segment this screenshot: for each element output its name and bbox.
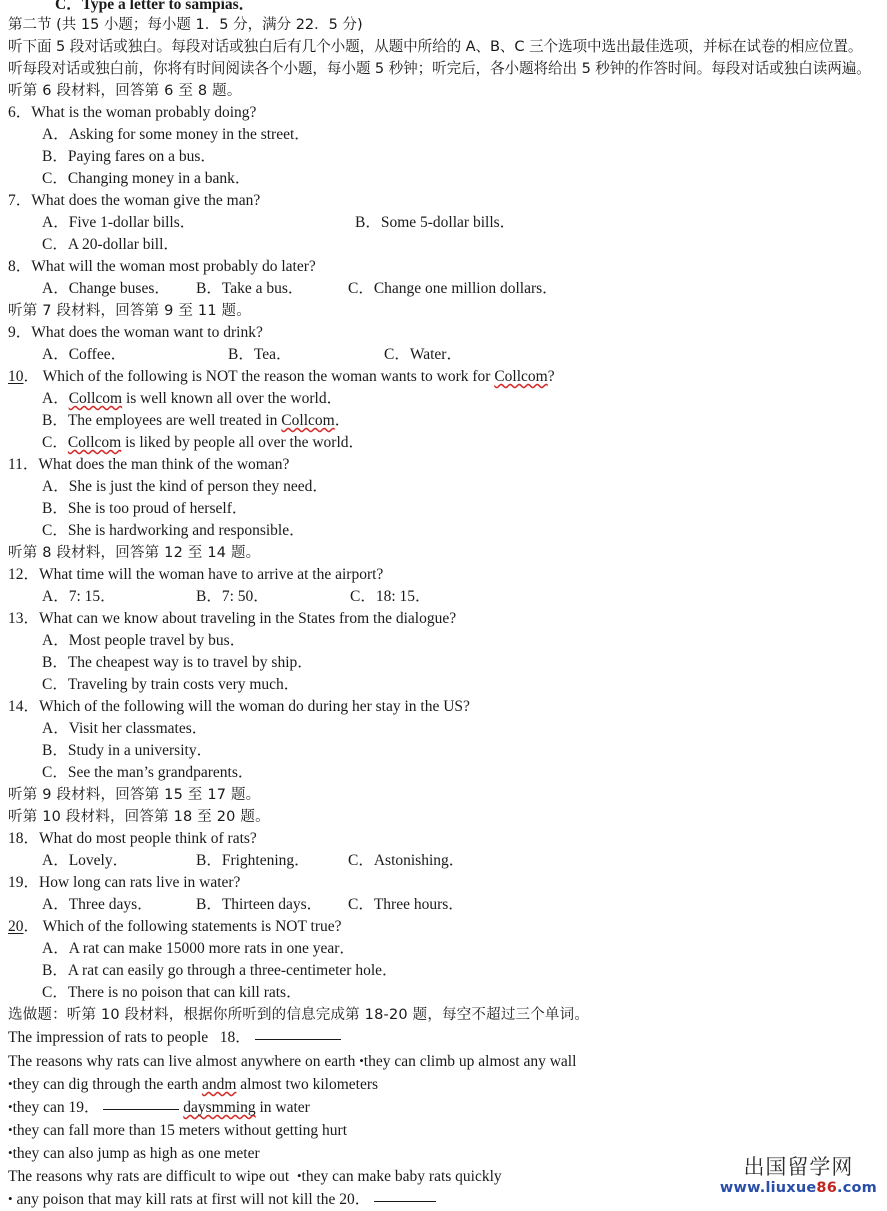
poison-text: any poison that may kill rats at first will not kill the 20． <box>12 1191 371 1208</box>
bullet-icon: • <box>8 1076 13 1091</box>
option-c-suffix: is liked by people all over the world． <box>121 434 365 451</box>
option-a-suffix: is well known all over the world． <box>122 390 343 407</box>
question-14-option-c[interactable]: C．See the man’s grandparents． <box>42 764 254 781</box>
question-12-options <box>0 586 887 608</box>
impression-number: 18． <box>219 1029 251 1046</box>
fall-text: they can fall more than 15 meters without getting hurt <box>12 1122 348 1139</box>
question-12-stem: 12．What time will the woman have to arrive at the airport? <box>8 566 384 583</box>
question-8-stem: 8．What will the woman most probably do later? <box>8 258 316 275</box>
question-7-option-b[interactable]: B．Some 5-dollar bills． <box>355 214 516 231</box>
question-19-option-a[interactable]: A．Three days． <box>42 896 153 913</box>
truncated-top-line: C．Type a letter to sampias． <box>55 0 255 13</box>
question-20-number: 20 <box>8 918 24 935</box>
question-10-option-a[interactable] <box>42 388 342 410</box>
question-7-stem: 7．What does the woman give the man? <box>8 192 261 209</box>
dig-text-post: almost two kilometers <box>236 1076 379 1093</box>
question-18-stem: 18．What do most people think of rats? <box>8 830 257 847</box>
answer-blank-18[interactable] <box>255 1039 341 1040</box>
question-13-stem: 13．What can we know about traveling in the States from the dialogue? <box>8 610 457 627</box>
question-14-stem: 14．Which of the following will the woman do during her stay in the US? <box>8 698 470 715</box>
question-20-option-c[interactable]: C．There is no poison that can kill rats． <box>42 984 302 1001</box>
bullet-icon: • <box>8 1122 13 1137</box>
question-13-option-b[interactable]: B．The cheapest way is to travel by ship． <box>42 654 313 671</box>
dig-misspelling: andm <box>201 1076 237 1093</box>
bullet-icon: • <box>8 1145 13 1160</box>
answer-blank-20[interactable] <box>374 1201 436 1202</box>
question-8-option-b[interactable]: B．Take a bus． <box>196 280 304 297</box>
list-item <box>0 1118 887 1141</box>
option-c-prefix: C． <box>42 434 68 451</box>
question-9-option-a[interactable]: A．Coffee． <box>42 346 127 363</box>
question-18-option-a[interactable]: A．Lovely． <box>42 852 129 869</box>
directive-material-6: 听第 6 段材料，回答第 6 至 8 题。 <box>8 83 242 99</box>
question-11-option-b[interactable]: B．She is too proud of herself． <box>42 500 248 517</box>
question-20-stem-text: Which of the following statements is NOT true? <box>42 918 342 935</box>
question-20-stem: 20． Which of the following statements is NOT true? <box>8 918 342 935</box>
bullet-icon: • <box>8 1099 13 1114</box>
list-item <box>0 1072 887 1095</box>
question-20-options <box>0 938 887 960</box>
option-b-misspelling: Collcom <box>281 412 335 429</box>
list-item <box>0 1026 887 1049</box>
question-10-option-b[interactable] <box>42 410 350 432</box>
question-14-option-b[interactable]: B．Study in a university． <box>42 742 213 759</box>
question-19-option-c[interactable]: C．Three hours． <box>348 896 464 913</box>
jump-text: they can also jump as high as one meter <box>12 1145 260 1162</box>
watermark-url-number: 86 <box>816 1179 838 1196</box>
question-6-option-a[interactable]: A．Asking for some money in the street． <box>42 126 310 143</box>
question-8-options <box>0 278 887 300</box>
question-10-stem-text: Which of the following is NOT the reason the woman wants to work for <box>42 368 495 385</box>
answer-blank-19[interactable] <box>103 1109 179 1110</box>
question-6-stem: 6．What is the woman probably doing? <box>8 104 257 121</box>
question-11-option-c[interactable]: C．She is hardworking and responsible． <box>42 522 305 539</box>
directive-material-10: 听第 10 段材料，回答第 18 至 20 题。 <box>8 809 270 825</box>
swim-misspelling: daysmming <box>183 1099 256 1116</box>
option-b-prefix: B．The employees are well treated in <box>42 412 282 429</box>
option-a-misspelling: Collcom <box>68 390 123 407</box>
bullet-icon: • <box>359 1053 364 1068</box>
question-9-option-c[interactable]: C．Water． <box>384 346 462 363</box>
option-c-misspelling: Collcom <box>67 434 122 451</box>
question-7-option-c[interactable]: C．A 20-dollar bill． <box>42 236 179 253</box>
question-13-option-a[interactable]: A．Most people travel by bus． <box>42 632 246 649</box>
option-b-suffix: ． <box>334 412 351 429</box>
dig-text-pre: they can dig through the earth <box>12 1076 202 1093</box>
question-20-option-b[interactable]: B．A rat can easily go through a three-centimeter hole． <box>42 962 398 979</box>
question-10-number: 10 <box>8 368 24 385</box>
watermark-url-suffix: .com <box>837 1179 877 1196</box>
question-11-options <box>0 476 887 498</box>
swim-text-pre: they can 19． <box>12 1099 100 1116</box>
question-11-option-a[interactable]: A．She is just the kind of person they need． <box>42 478 328 495</box>
question-7-option-a[interactable]: A．Five 1-dollar bills． <box>42 214 196 231</box>
directive-material-7: 听第 7 段材料，回答第 9 至 11 题。 <box>8 303 251 319</box>
question-10-options <box>0 388 887 410</box>
instruction-line-2: 听每段对话或独白前，你将有时间阅读各个小题，每小题 5 秒钟；听完后，各小题将给出 5 秒钟的作答时间。每段对话或独白读两遍。 <box>8 60 871 77</box>
impression-label: The impression of rats to people <box>8 1029 209 1046</box>
question-18-options <box>0 850 887 872</box>
question-12-option-a[interactable]: A．7: 15． <box>42 588 116 605</box>
list-item <box>0 1049 887 1072</box>
reasons-live-label: The reasons why rats can live almost anywhere on earth <box>8 1053 356 1070</box>
directive-material-9: 听第 9 段材料，回答第 15 至 17 题。 <box>8 787 261 803</box>
list-item <box>0 1095 887 1118</box>
section-header: 第二节 (共 15 小题；每小题 1．5 分，满分 22．5 分) <box>8 17 363 33</box>
question-9-options <box>0 344 887 366</box>
reasons-wipe-item: they can make baby rats quickly <box>301 1168 502 1185</box>
question-18-option-b[interactable]: B．Frightening． <box>196 852 310 869</box>
question-8-option-a[interactable]: A．Change buses． <box>42 280 170 297</box>
question-13-options <box>0 630 887 652</box>
question-13-option-c[interactable]: C．Traveling by train costs very much． <box>42 676 300 693</box>
truncated-top-line-clip <box>0 0 887 14</box>
site-watermark <box>719 1154 877 1196</box>
bullet-icon: • <box>8 1191 13 1206</box>
question-11-stem: 11．What does the man think of the woman? <box>8 456 290 473</box>
question-10-stem-misspelling: Collcom <box>494 368 548 385</box>
question-19-option-b[interactable]: B．Thirteen days． <box>196 896 323 913</box>
question-10-stem: 10． Which of the following is NOT the reason the woman wants to work for Collcom? <box>8 368 555 385</box>
question-19-stem: 19．How long can rats live in water? <box>8 874 241 891</box>
question-10-stem-tail: ? <box>547 368 555 385</box>
question-6-option-b[interactable]: B．Paying fares on a bus． <box>42 148 216 165</box>
question-12-option-c[interactable]: C．18: 15． <box>350 588 431 605</box>
watermark-site-name: 出国留学网 <box>743 1154 854 1179</box>
question-10-option-c[interactable] <box>42 432 364 454</box>
question-12-option-b[interactable]: B．7: 50． <box>196 588 269 605</box>
question-19-options <box>0 894 887 916</box>
watermark-url <box>720 1181 877 1196</box>
question-20-option-a[interactable]: A．A rat can make 15000 more rats in one year． <box>42 940 355 957</box>
question-6-option-c[interactable]: C．Changing money in a bank． <box>42 170 251 187</box>
question-14-options <box>0 718 887 740</box>
question-9-stem: 9．What does the woman want to drink? <box>8 324 263 341</box>
document-body <box>0 14 887 1210</box>
reasons-wipe-label: The reasons why rats are difficult to wipe out <box>8 1168 290 1185</box>
bullet-icon: • <box>296 1168 302 1183</box>
reasons-live-item: they can climb up almost any wall <box>363 1053 577 1070</box>
question-9-option-b[interactable]: B．Tea． <box>228 346 292 363</box>
question-18-option-c[interactable]: C．Astonishing． <box>348 852 465 869</box>
question-8-option-c[interactable]: C．Change one million dollars． <box>348 280 558 297</box>
option-a-prefix: A． <box>42 390 69 407</box>
watermark-url-prefix: www.liuxue <box>719 1179 817 1196</box>
optional-task-heading: 选做题：听第 10 段材料，根据你所听到的信息完成第 18-20 题，每空不超过三个单词。 <box>8 1007 590 1023</box>
directive-material-8: 听第 8 段材料，回答第 12 至 14 题。 <box>8 545 261 561</box>
swim-text-post: in water <box>255 1099 310 1116</box>
instruction-line-1: 听下面 5 段对话或独白。每段对话或独白后有几个小题，从题中所给的 A、B、C 三个选项中选出最佳选项，并标在试卷的相应位置。 <box>8 38 863 55</box>
question-14-option-a[interactable]: A．Visit her classmates． <box>42 720 208 737</box>
question-7-options <box>0 212 887 234</box>
question-6-options <box>0 124 887 146</box>
